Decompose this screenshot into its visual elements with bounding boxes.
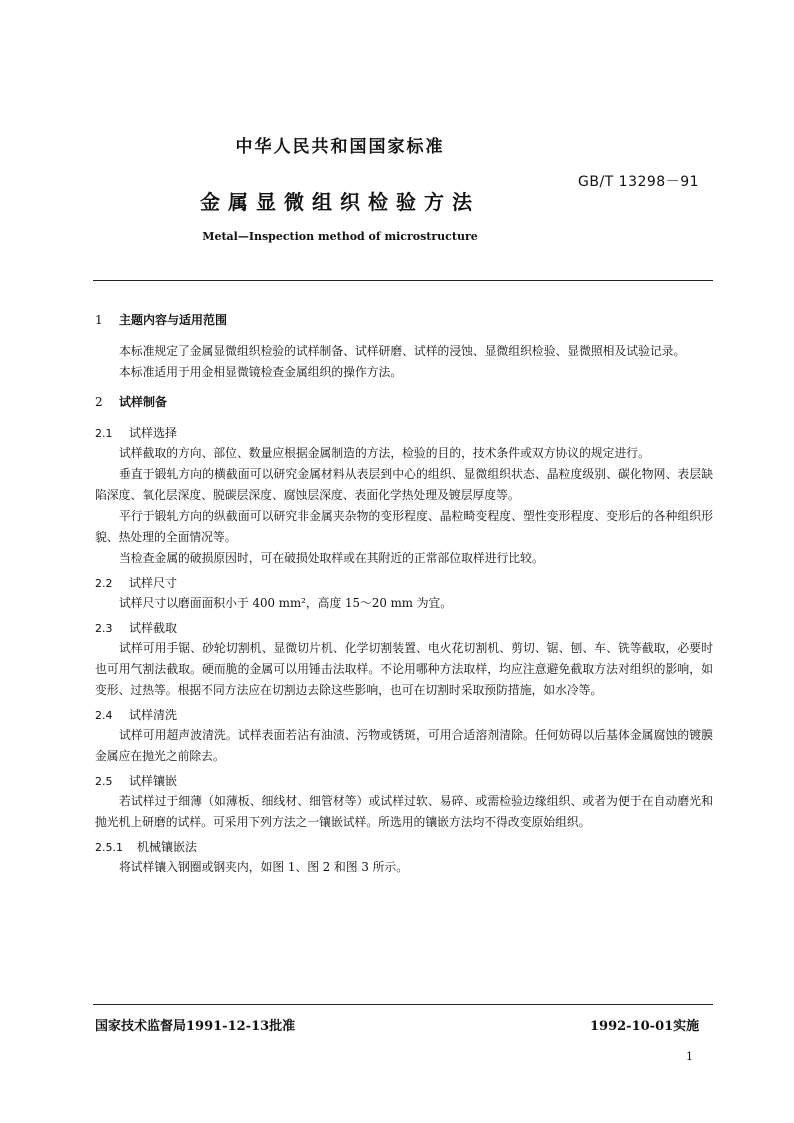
section-number: 2 <box>95 395 103 409</box>
standard-code: GB/T 13298－91 <box>578 174 700 190</box>
subsection-title: 试样镶嵌 <box>129 774 178 788</box>
subsection-title: 试样选择 <box>129 426 178 440</box>
subsection-2-3-heading <box>95 618 713 638</box>
implementation-date: 1992-10-01实施 <box>590 1019 700 1034</box>
document-body <box>95 309 713 878</box>
subsection-title: 试样清洗 <box>129 708 178 722</box>
subsection-2-2-heading <box>95 573 713 593</box>
section-2-heading <box>95 391 713 413</box>
paragraph: 垂直于锻轧方向的横截面可以研究金属材料从表层到中心的组织、显微组织状态、晶粒度级别、碳化物网、表层缺陷深度、氧化层深度、脱碳层深度、腐蚀层深度、表面化学热处理及镀层厚度等。 <box>95 467 713 502</box>
paragraph: 试样可用超声波清洗。试样表面若沾有油渍、污物或锈斑，可用合适溶剂清除。任何妨碍以后基体金属腐蚀的镀膜金属应在抛光之前除去。 <box>95 728 713 763</box>
section-title: 试样制备 <box>119 395 168 409</box>
paragraph: 若试样过于细薄（如薄板、细线材、细管材等）或试样过软、易碎、或需检验边缘组织、或者为便于在自动磨光和抛光机上研磨的试样。可采用下列方法之一镶嵌试样。所选用的镶嵌方法均不得改变原始组织。 <box>95 794 713 829</box>
subsection-2-5-heading <box>95 771 713 791</box>
subsection-number: 2.4 <box>95 709 113 722</box>
document-title-english: Metal—Inspection method of microstructure <box>202 230 478 243</box>
paragraph: 当检查金属的破损原因时，可在破损处取样或在其附近的正常部位取样进行比较。 <box>119 551 544 565</box>
subsection-number: 2.1 <box>95 427 113 440</box>
paragraph: 试样尺寸以磨面面积小于 400 mm²，高度 15～20 mm 为宜。 <box>119 596 453 610</box>
subsection-title: 试样截取 <box>129 621 178 635</box>
header-divider <box>93 280 713 281</box>
subsection-number: 2.5 <box>95 775 113 788</box>
paragraph: 试样可用手锯、砂轮切割机、显微切片机、化学切割装置、电火花切割机、剪切、锯、刨、车、铣等截取，必要时也可用气割法截取。硬而脆的金属可以用锤击法取样。不论用哪种方法取样，均应注意避免截取方法对组织的影响，如变形、过热等。根据不同方法应在切割边去除这些影响，也可在切割时采取预防措施，如水冷等。 <box>95 641 713 697</box>
footer-divider <box>93 1004 713 1005</box>
paragraph: 将试样镶入钢圈或钢夹内，如图 1、图 2 和图 3 所示。 <box>119 860 409 874</box>
page-number: 1 <box>686 1050 693 1063</box>
national-standard-heading: 中华人民共和国国家标准 <box>235 137 445 157</box>
subsection-2-5-1-heading <box>95 837 713 857</box>
subsection-2-1-heading <box>95 423 713 443</box>
paragraph: 试样截取的方向、部位、数量应根据金属制造的方法，检验的目的，技术条件或双方协议的规定进行。 <box>119 446 650 460</box>
paragraph: 平行于锻轧方向的纵截面可以研究非金属夹杂物的变形程度、晶粒畸变程度、塑性变形程度、变形后的各种组织形貌、热处理的全面情况等。 <box>95 509 713 544</box>
subsection-title: 试样尺寸 <box>129 576 178 590</box>
subsection-title: 机械镶嵌法 <box>137 840 198 854</box>
section-1-heading <box>95 309 713 331</box>
subsection-number: 2.5.1 <box>95 841 123 854</box>
subsection-number: 2.2 <box>95 577 113 590</box>
approval-statement: 国家技术监督局1991-12-13批准 <box>95 1019 296 1034</box>
document-title: 金属显微组织检验方法 <box>200 190 480 214</box>
paragraph: 本标准适用于用金相显微镜检查金属组织的操作方法。 <box>119 365 403 379</box>
paragraph: 本标准规定了金属显微组织检验的试样制备、试样研磨、试样的浸蚀、显微组织检验、显微照相及试验记录。 <box>119 344 686 358</box>
subsection-number: 2.3 <box>95 622 113 635</box>
section-number: 1 <box>95 313 103 327</box>
section-title: 主题内容与适用范围 <box>119 313 228 327</box>
subsection-2-4-heading <box>95 705 713 725</box>
